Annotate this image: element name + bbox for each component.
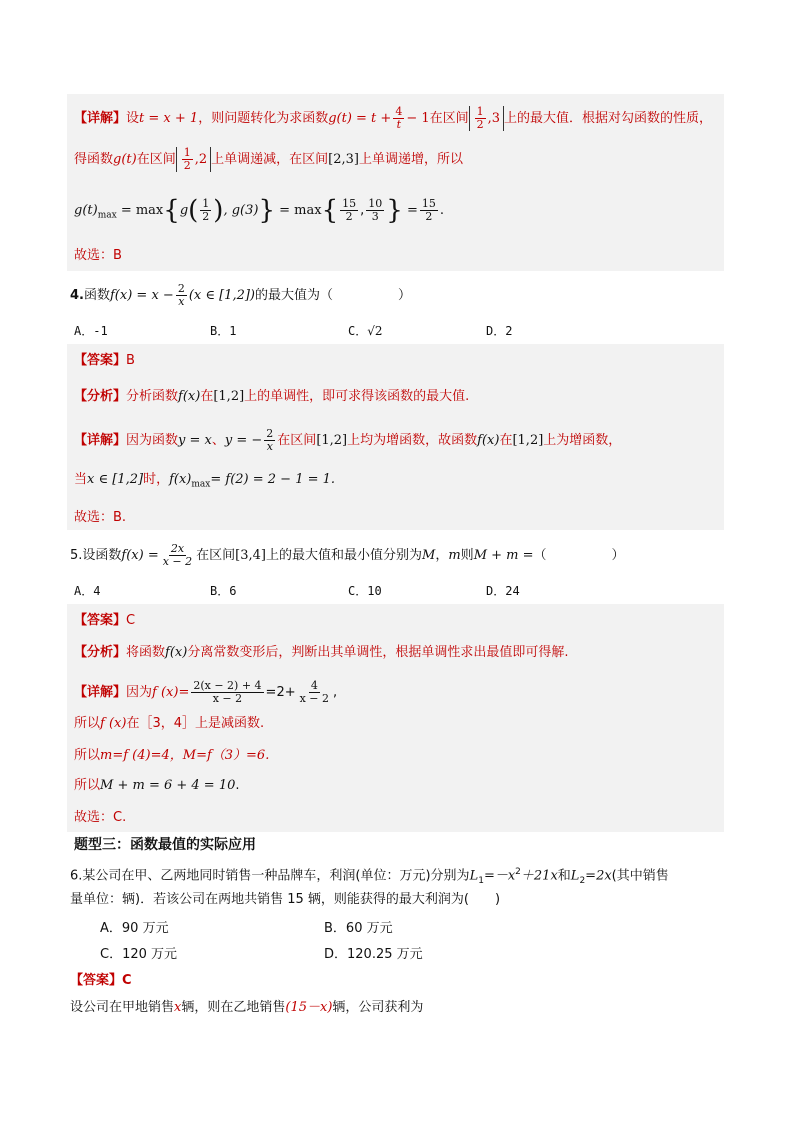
q3-choose: 故选：B (74, 248, 122, 263)
q4-detail-line1: 【详解】因为函数y = x、y = − $\frac{2}{x}$ 在区间[1,2]上均为增函数，故函数f(x)在[1,2]上为增函数， (74, 427, 622, 453)
q4-detail-line2: 当x ∈ [1,2]时，$f(x)_{max}= f(2) = 2 - 1 = 1$. (74, 472, 336, 490)
detail-tag: 【详解】 (74, 111, 127, 126)
q5-option-d[interactable]: D．24 (486, 584, 520, 598)
q5-answer: 【答案】C (74, 613, 136, 628)
interval: $\frac{1}{2}$ ,2 (176, 147, 211, 172)
q4-question: 4.函数f(x) = x − $\frac{2}{x}$ (x ∈ [1,2])的最大值为（ ） (70, 282, 412, 308)
q5-option-c[interactable]: C．10 (348, 584, 382, 598)
fraction: $\frac{4}{t}$ (395, 105, 403, 131)
q6-option-c[interactable]: C．120 万元 (100, 947, 178, 962)
q5-choose: 故选：C. (74, 810, 127, 825)
q4-option-c[interactable]: C．√2 (348, 324, 383, 338)
q4-analysis: 【分析】分析函数f(x)在[1,2]上的单调性，即可求得该函数的最大值. (74, 389, 470, 404)
section-title: 题型三：函数最值的实际应用 (74, 837, 256, 853)
q3-detail-line3: $g(t)_{max} = \max\{g$( $\frac{1}{2}$ ), g(3)} = max{ $\frac{15}{2}$ , $\frac{10}{3}$ } = $\frac{15}{2}$ . (74, 195, 445, 226)
q5-option-a[interactable]: A．4 (74, 584, 101, 598)
q4-option-b[interactable]: B．1 (210, 324, 237, 338)
q6-question-line1: 6.某公司在甲、乙两地同时销售一种品牌车，利润(单位：万元)分别为$L_1=-x^2+21x$和$L_2=2x$(其中销售 (70, 867, 669, 886)
q4-option-d[interactable]: D．2 (486, 324, 513, 338)
q5-detail-line3: 所以m=f (4)=4，M=f（3）=6. (74, 748, 270, 763)
interval: $\frac{1}{2}$ ,3 (469, 106, 504, 131)
q6-question-line2: 量单位：辆)．若该公司在两地共销售 15 辆，则能获得的最大利润为( ) (70, 892, 501, 907)
q4-option-a[interactable]: A．-1 (74, 324, 108, 338)
q5-detail-line2: 所以f (x)在［3，4］上是减函数. (74, 716, 265, 731)
q4-choose: 故选：B. (74, 510, 127, 525)
q6-option-b[interactable]: B．60 万元 (324, 921, 393, 936)
q5-detail-line4: 所以M + m = 6 + 4 = 10. (74, 778, 240, 793)
q6-option-d[interactable]: D．120.25 万元 (324, 947, 423, 962)
q6-answer: 【答案】C (70, 973, 132, 988)
q5-detail-line1: 【详解】因为f (x)= $\frac{2(x - 2) + 4}{x - 2}$ =2+ $\frac{4}{x - 2}$ , (74, 679, 338, 705)
q4-answer: 【答案】B (74, 353, 135, 368)
q3-detail-line1: 【详解】设t = x + 1，则问题转化为求函数g(t) = t + $\frac{4}{t}$ − 1在区间 $\frac{1}{2}$ ,3 上的最大值．根据对勾函数的性质， (74, 105, 713, 131)
q5-question: 5.设函数f(x) = $\frac{2x}{x - 2}$ 在区间[3,4]上的最大值和最小值分别为M，m则M + m =（ ） (70, 542, 625, 568)
q6-solution-line: 设公司在甲地销售x辆，则在乙地销售(15－x)辆，公司获利为 (70, 1000, 424, 1015)
q3-detail-line2: 得函数g(t)在区间 $\frac{1}{2}$ ,2 上单调递减，在区间[2,3]上单调递增，所以 (74, 146, 463, 172)
q6-option-a[interactable]: A．90 万元 (100, 921, 169, 936)
q5-option-b[interactable]: B．6 (210, 584, 237, 598)
q5-analysis: 【分析】将函数f(x)分离常数变形后，判断出其单调性，根据单调性求出最值即可得解. (74, 645, 569, 660)
